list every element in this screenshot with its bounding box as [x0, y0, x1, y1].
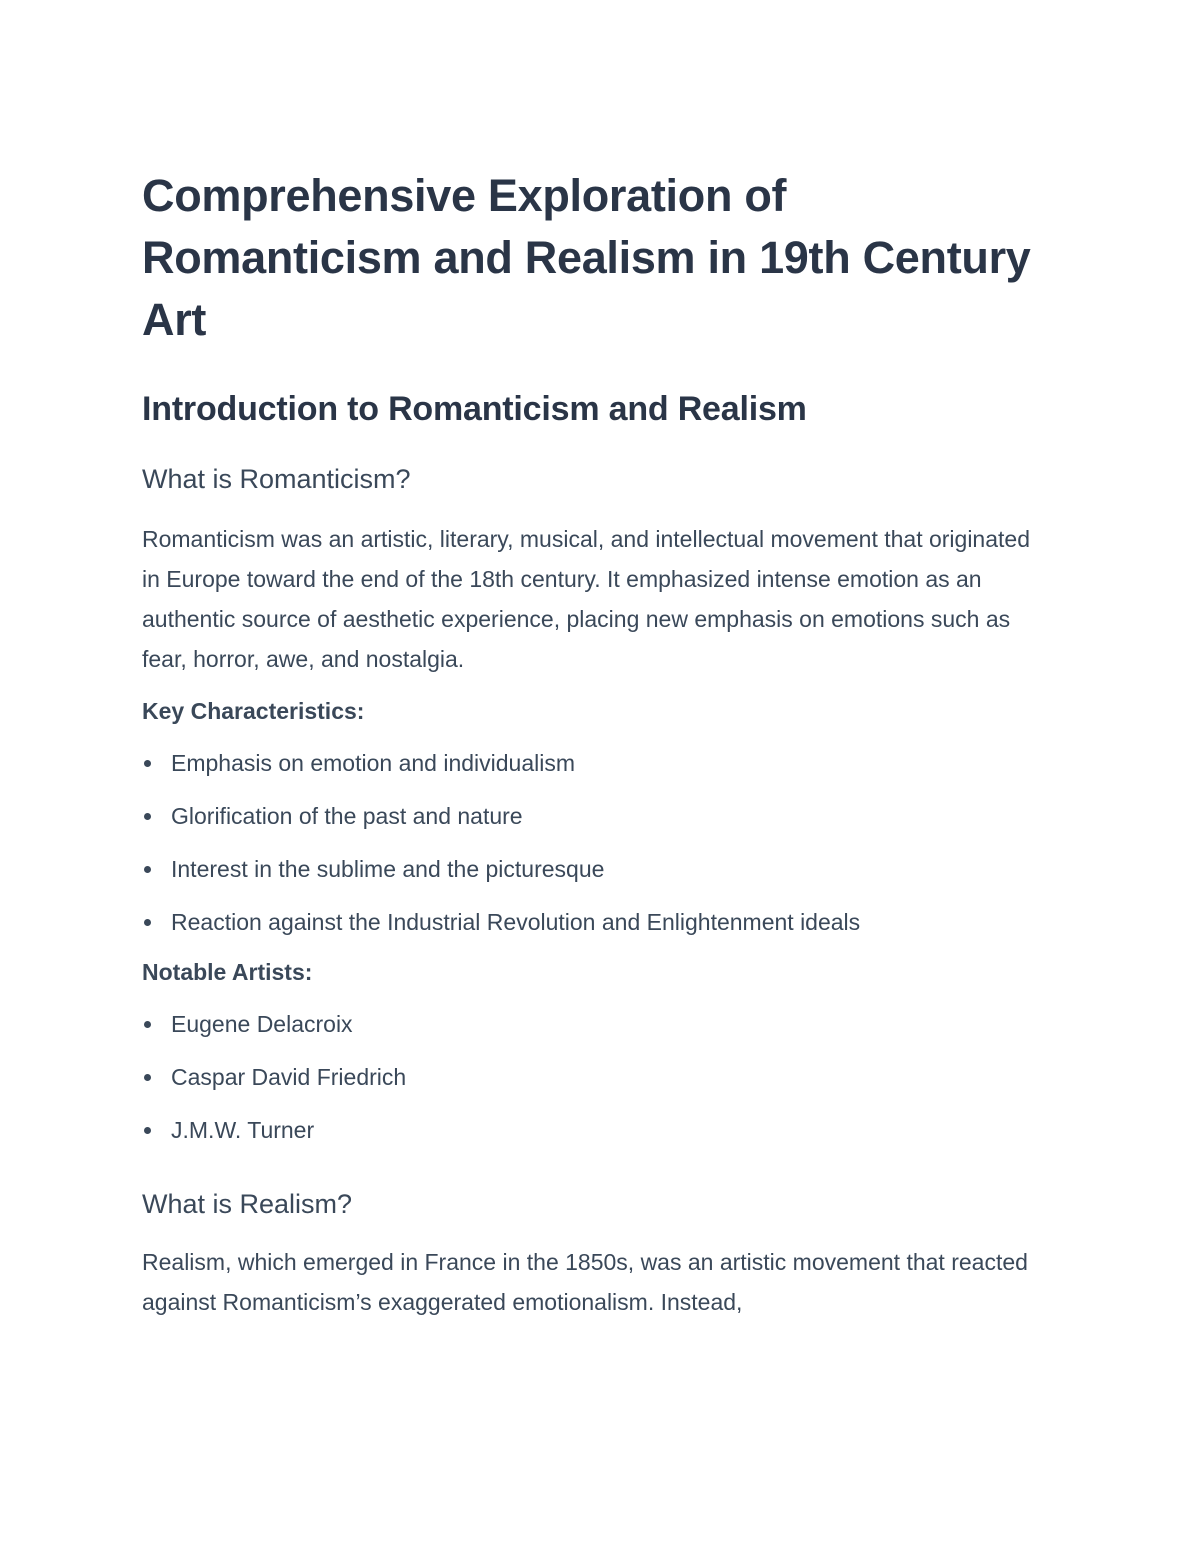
- bullet-icon: [144, 866, 151, 873]
- romanticism-heading: What is Romanticism?: [142, 464, 411, 494]
- bullet-icon: [144, 1021, 151, 1028]
- section-heading: Introduction to Romanticism and Realism: [142, 390, 807, 428]
- realism-heading: What is Realism?: [142, 1189, 353, 1219]
- list-item: [142, 1059, 1052, 1095]
- document-page: [142, 165, 1052, 1322]
- bullet-icon: [144, 1074, 151, 1081]
- bullet-icon: [144, 760, 151, 767]
- list-item: [142, 904, 1052, 940]
- list-item-text: Interest in the sublime and the picturesque: [171, 856, 605, 882]
- list-item-text: Glorification of the past and nature: [171, 803, 523, 829]
- notable-artists-label: Notable Artists:: [142, 959, 313, 985]
- key-characteristics-list: [142, 745, 1052, 940]
- romanticism-paragraph: Romanticism was an artistic, literary, musical, and intellectual movement that originated in Europe toward the end of the 18th century. It emphasized intense emotion as an authentic source of aesthetic experience, placing new emphasis on emotions such as fear, horror, awe, and nostalgia.: [142, 526, 1030, 672]
- document-title: Comprehensive Exploration of Romanticism and Realism in 19th Century Art: [142, 170, 1031, 345]
- list-item-text: J.M.W. Turner: [171, 1117, 315, 1143]
- list-item-text: Caspar David Friedrich: [171, 1064, 407, 1090]
- list-item: [142, 798, 1052, 834]
- bullet-icon: [144, 1127, 151, 1134]
- list-item: [142, 745, 1052, 781]
- key-characteristics-label: Key Characteristics:: [142, 698, 365, 724]
- notable-artists-list: [142, 1006, 1052, 1148]
- realism-paragraph: Realism, which emerged in France in the 1850s, was an artistic movement that reacted against Romanticism’s exaggerated emotionalism. Instead,: [142, 1249, 1028, 1315]
- bullet-icon: [144, 919, 151, 926]
- list-item: [142, 851, 1052, 887]
- list-item: [142, 1112, 1052, 1148]
- list-item: [142, 1006, 1052, 1042]
- list-item-text: Emphasis on emotion and individualism: [171, 750, 575, 776]
- bullet-icon: [144, 813, 151, 820]
- list-item-text: Reaction against the Industrial Revolution and Enlightenment ideals: [171, 909, 861, 935]
- list-item-text: Eugene Delacroix: [171, 1011, 353, 1037]
